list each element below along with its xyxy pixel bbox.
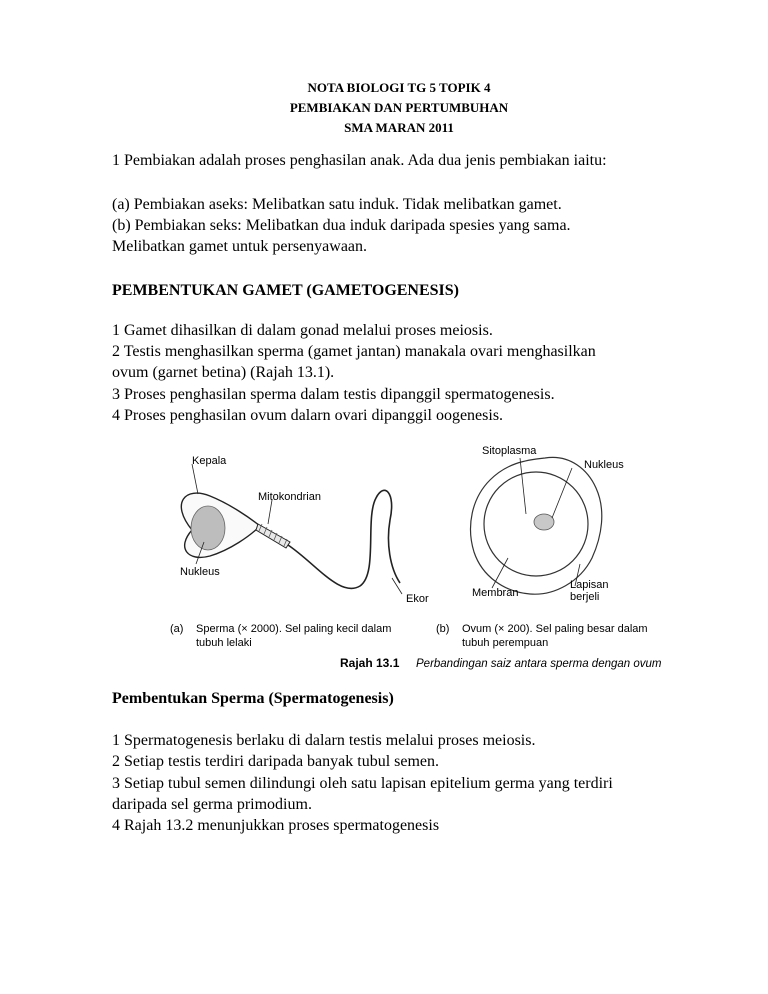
label-nukleus-sperm: Nukleus — [180, 566, 220, 578]
label-lapisan: Lapisan — [570, 579, 609, 591]
section2-line: 3 Setiap tubul semen dilindungi oleh satu lapisan epitelium germa yang terdiri — [112, 775, 613, 792]
sperm-illustration — [180, 455, 429, 605]
section1-line: ovum (garnet betina) (Rajah 13.1). — [112, 364, 335, 381]
caption-b-line1: Ovum (× 200). Sel paling besar dalam — [462, 623, 648, 635]
caption-b-label: (b) — [436, 623, 450, 635]
ovum-nucleus — [534, 514, 554, 530]
section1-line: 1 Gamet dihasilkan di dalam gonad melalui proses meiosis. — [112, 322, 493, 339]
label-kepala: Kepala — [192, 455, 227, 467]
label-sitoplasma: Sitoplasma — [482, 445, 537, 457]
intro-item-b: (b) Pembiakan seks: Melibatkan dua induk daripada spesies yang sama. — [112, 217, 571, 234]
rajah-caption: Perbandingan saiz antara sperma dengan ovum — [416, 658, 662, 670]
section-heading-gametogenesis: PEMBENTUKAN GAMET (GAMETOGENESIS) — [112, 282, 460, 299]
caption-a-label: (a) — [170, 623, 184, 635]
label-nukleus-ovum: Nukleus — [584, 459, 624, 471]
intro-line: 1 Pembiakan adalah proses penghasilan anak. Ada dua jenis pembiakan iaitu: — [112, 152, 607, 169]
sperm-tail — [288, 490, 400, 588]
caption-b-line2: tubuh perempuan — [462, 637, 549, 649]
intro-item-a: (a) Pembiakan aseks: Melibatkan satu induk. Tidak melibatkan gamet. — [112, 196, 562, 213]
section2-line: daripada sel germa primodium. — [112, 796, 312, 813]
section-heading-spermatogenesis: Pembentukan Sperma (Spermatogenesis) — [112, 690, 394, 707]
section2-line: 1 Spermatogenesis berlaku di dalarn testis melalui proses meiosis. — [112, 732, 536, 749]
ovum-illustration — [471, 445, 625, 603]
section2-line: 2 Setiap testis terdiri daripada banyak tubul semen. — [112, 753, 440, 770]
header-subtitle: PEMBIAKAN DAN PERTUMBUHAN — [289, 100, 509, 115]
section1-line: 2 Testis menghasilkan sperma (gamet jantan) manakala ovari menghasilkan — [112, 343, 596, 360]
label-ekor: Ekor — [406, 593, 429, 605]
label-membran: Membran — [472, 587, 519, 599]
section1-line: 3 Proses penghasilan sperma dalam testis dipanggil spermatogenesis. — [112, 386, 555, 403]
header-school: SMA MARAN 2011 — [344, 120, 454, 135]
figure-rajah-13-1 — [140, 418, 680, 680]
document-header — [0, 78, 768, 138]
intro-item-b-cont: Melibatkan gamet untuk persenyawaan. — [112, 238, 368, 255]
caption-a-line2: tubuh lelaki — [196, 637, 252, 649]
header-title: NOTA BIOLOGI TG 5 TOPIK 4 — [307, 80, 491, 95]
caption-a-line1: Sperma (× 2000). Sel paling kecil dalam — [196, 623, 392, 635]
sperm-nucleus — [191, 506, 225, 550]
label-berjeli: berjeli — [570, 591, 600, 603]
label-mitokondrian: Mitokondrian — [258, 491, 321, 503]
section2-line: 4 Rajah 13.2 menunjukkan proses spermatogenesis — [112, 817, 440, 834]
section1-line: 4 Proses penghasilan ovum dalarn ovari dipanggil oogenesis. — [112, 407, 504, 424]
rajah-number: Rajah 13.1 — [340, 656, 400, 670]
